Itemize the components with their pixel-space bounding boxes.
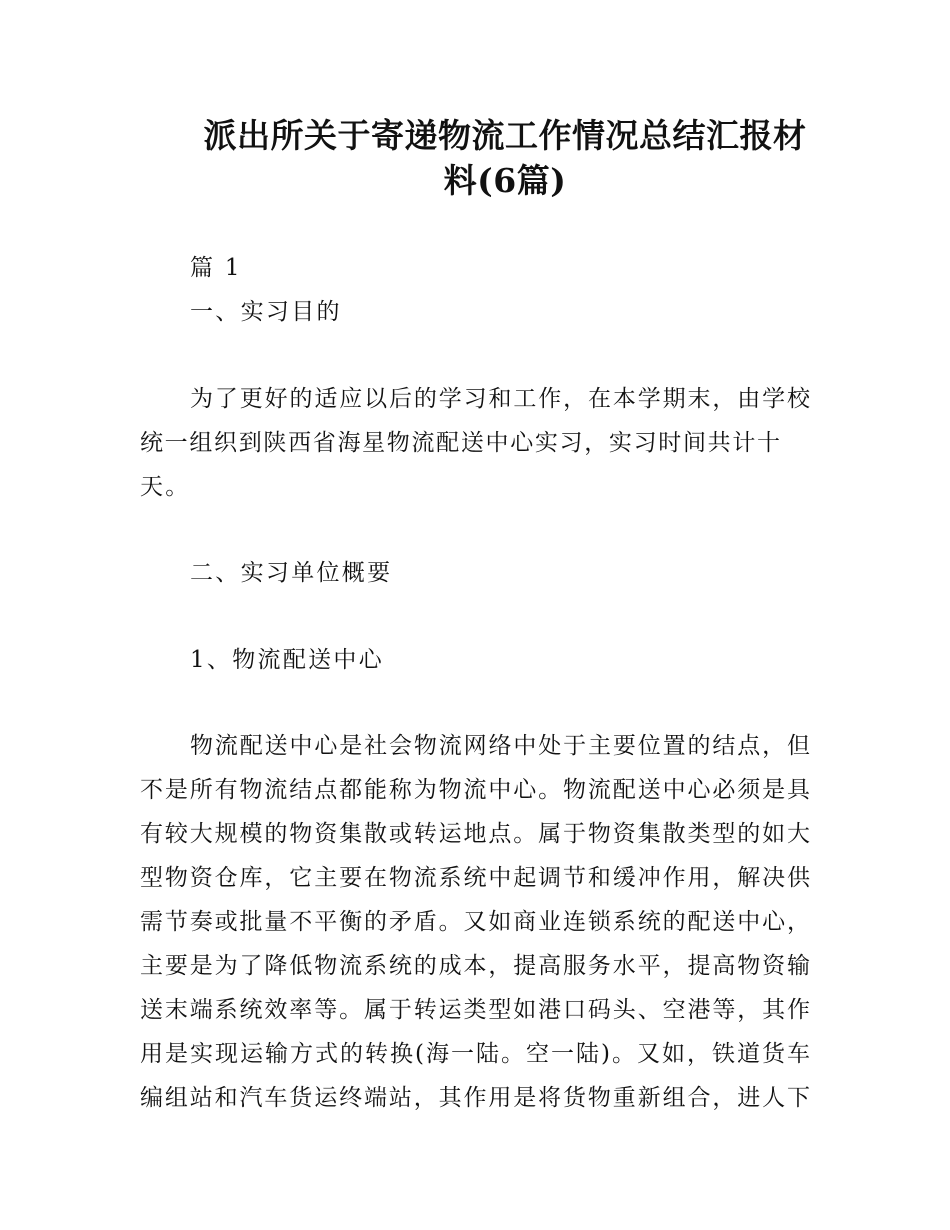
paragraph-line: 天。 — [140, 474, 191, 500]
paragraph-line: 型物资仓库，它主要在物流系统中起调节和缓冲作用，解决供 — [140, 865, 810, 891]
section-heading-objective: 一、实习目的 — [190, 299, 342, 325]
paragraph-line: 物流配送中心是社会物流网络中处于主要位置的结点，但 — [190, 733, 810, 759]
paragraph-line: 用是实现运输方式的转换(海一陆。空一陆)。又如，铁道货车 — [140, 1041, 810, 1067]
document-title-line-1: 派出所关于寄递物流工作情况总结汇报材 — [203, 116, 807, 155]
paragraph-line: 有较大规模的物资集散或转运地点。属于物资集散类型的如大 — [140, 821, 810, 847]
paragraph-line: 统一组织到陕西省海星物流配送中心实习，实习时间共计十 — [140, 430, 780, 456]
paragraph-line: 不是所有物流结点都能称为物流中心。物流配送中心必须是具 — [140, 777, 810, 803]
paragraph-line: 编组站和汽车货运终端站，其作用是将货物重新组合，进人下 — [140, 1085, 810, 1111]
subsection-heading-distribution-center: 1、物流配送中心 — [190, 647, 385, 673]
part-label: 篇 1 — [190, 255, 242, 281]
document-title-line-2: 料(6篇) — [443, 161, 567, 200]
paragraph-line: 需节奏或批量不平衡的矛盾。又如商业连锁系统的配送中心， — [140, 909, 810, 935]
paragraph-line: 为了更好的适应以后的学习和工作，在本学期末，由学校 — [190, 386, 810, 412]
paragraph-line: 主要是为了降低物流系统的成本，提高服务水平，提高物资输 — [140, 953, 810, 979]
paragraph-line: 送末端系统效率等。属于转运类型如港口码头、空港等，其作 — [140, 997, 810, 1023]
section-heading-unit-overview: 二、实习单位概要 — [190, 560, 393, 586]
